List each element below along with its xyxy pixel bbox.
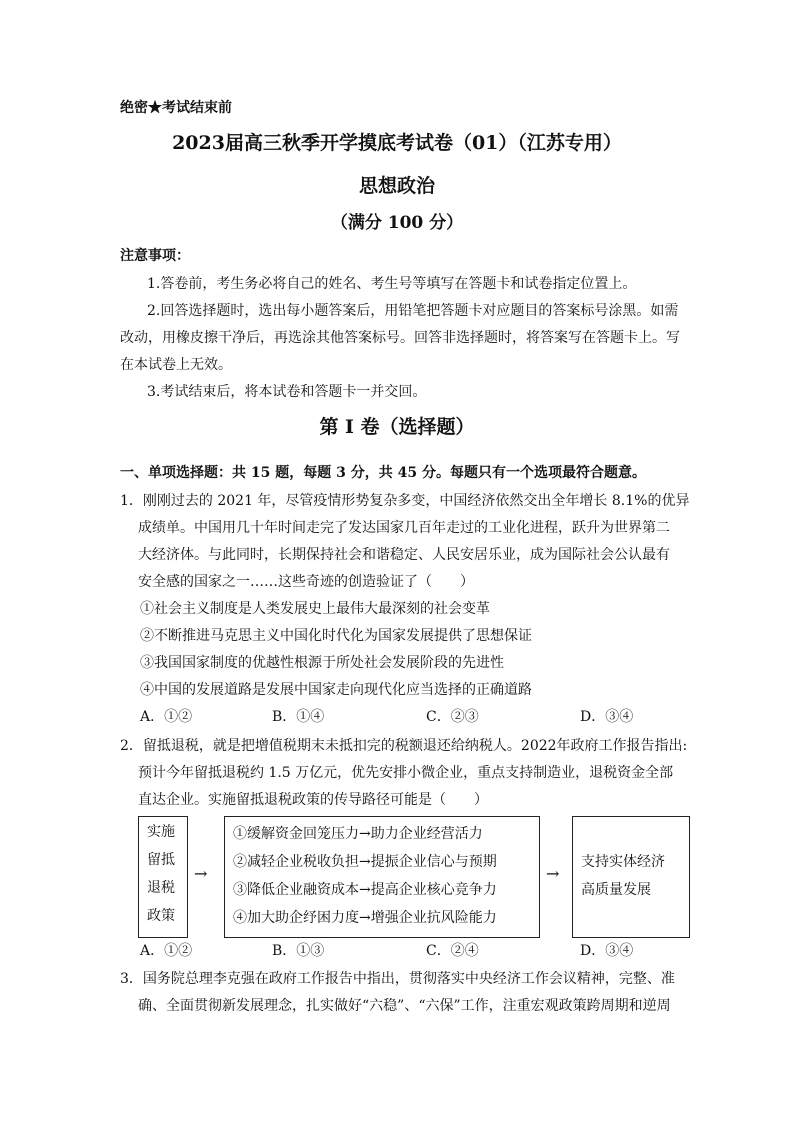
section-title: 一、单项选择题：共 15 题，每题 3 分，共 45 分。每题只有一个选项最符合题意。 [120, 465, 646, 481]
path-box-line: ③降低企业融资成本→提高企业核心竞争力 [233, 882, 497, 898]
q2-stem-line: 直达企业。实施留抵退税政策的传导路径可能是（ ） [138, 792, 488, 808]
q1-item: ①社会主义制度是人类发展史上最伟大最深刻的社会变革 [140, 601, 490, 617]
policy-box-line: 政策 [147, 908, 175, 924]
q1-option-b[interactable]: B．①④ [272, 709, 325, 725]
note-line: 在本试卷上无效。 [120, 357, 232, 373]
policy-box [138, 816, 188, 938]
path-box-line: ②减轻企业税收负担→提振企业信心与预期 [233, 854, 497, 870]
policy-box-line: 实施 [147, 824, 175, 840]
q3-stem-line: 确、全面贯彻新发展理念，扎实做好“六稳”、“六保”工作，注重宏观政策跨周期和逆周 [138, 998, 671, 1014]
q2-stem-line: 2．留抵退税，就是把增值税期末未抵扣完的税额退还给纳税人。2022年政府工作报告指出: [120, 738, 688, 754]
arrow-icon: → [546, 864, 560, 883]
subject-title: 思想政治 [358, 175, 435, 197]
note-line: 改动，用橡皮擦干净后，再选涂其他答案标号。回答非选择题时，将答案写在答题卡上。写 [120, 330, 680, 346]
q2-option-d[interactable]: D．③④ [580, 943, 634, 959]
q1-stem-line: 成绩单。中国用几十年时间走完了发达国家几百年走过的工业化进程，跃升为世界第二 [138, 520, 670, 536]
q1-option-a[interactable]: A．①② [140, 709, 193, 725]
q2-option-a[interactable]: A．①② [140, 943, 193, 959]
q2-stem-line: 预计今年留抵退税约 1.5 万亿元，优先安排小微企业，重点支持制造业，退税资金全部 [138, 765, 674, 781]
path-box-line: ④加大助企纾困力度→增强企业抗风险能力 [233, 910, 497, 926]
notes-heading: 注意事项： [120, 248, 190, 264]
path-box-line: ①缓解资金回笼压力→助力企业经营活力 [233, 826, 483, 842]
q1-item: ②不断推进马克思主义中国化时代化为国家发展提供了思想保证 [140, 628, 532, 644]
full-score: （满分 100 分） [330, 213, 464, 233]
policy-box-line: 留抵 [147, 852, 175, 868]
policy-box-line: 退税 [147, 880, 175, 896]
result-box [572, 816, 690, 938]
q3-stem-line: 3．国务院总理李克强在政府工作报告中指出，贯彻落实中央经济工作会议精神，完整、准 [120, 971, 675, 987]
q1-option-c[interactable]: C．②③ [426, 709, 479, 725]
q1-stem-line: 安全感的国家之一……这些奇迹的创造验证了（ ） [138, 574, 474, 590]
q1-stem-line: 1．刚刚过去的 2021 年，尽管疫情形势复杂多变，中国经济依然交出全年增长 8.1%的优异 [120, 493, 690, 509]
path-box [224, 816, 540, 938]
result-box-line: 高质量发展 [581, 882, 651, 898]
q1-stem-line: 大经济体。与此同时，长期保持社会和谐稳定、人民安居乐业，成为国际社会公认最有 [138, 547, 670, 563]
q1-item: ④中国的发展道路是发展中国家走向现代化应当选择的正确道路 [140, 682, 532, 698]
q1-item: ③我国国家制度的优越性根源于所处社会发展阶段的先进性 [140, 655, 504, 671]
note-line: 1.答卷前，考生务必将自己的姓名、考生号等填写在答题卡和试卷指定位置上。 [147, 276, 637, 292]
result-box-line: 支持实体经济 [581, 854, 665, 870]
exam-title: 2023届高三秋季开学摸底考试卷（01）（江苏专用） [172, 132, 622, 154]
q2-option-b[interactable]: B．①③ [272, 943, 325, 959]
note-line: 3.考试结束后，将本试卷和答题卡一并交回。 [147, 384, 427, 400]
q1-option-d[interactable]: D．③④ [580, 709, 634, 725]
q2-option-c[interactable]: C．②④ [426, 943, 479, 959]
arrow-icon: → [194, 864, 208, 883]
note-line: 2.回答选择题时，选出每小题答案后，用铅笔把答题卡对应题目的答案标号涂黑。如需 [147, 303, 679, 319]
volume-title: 第 I 卷（选择题） [319, 416, 475, 438]
secret-label: 绝密★考试结束前 [120, 100, 232, 116]
